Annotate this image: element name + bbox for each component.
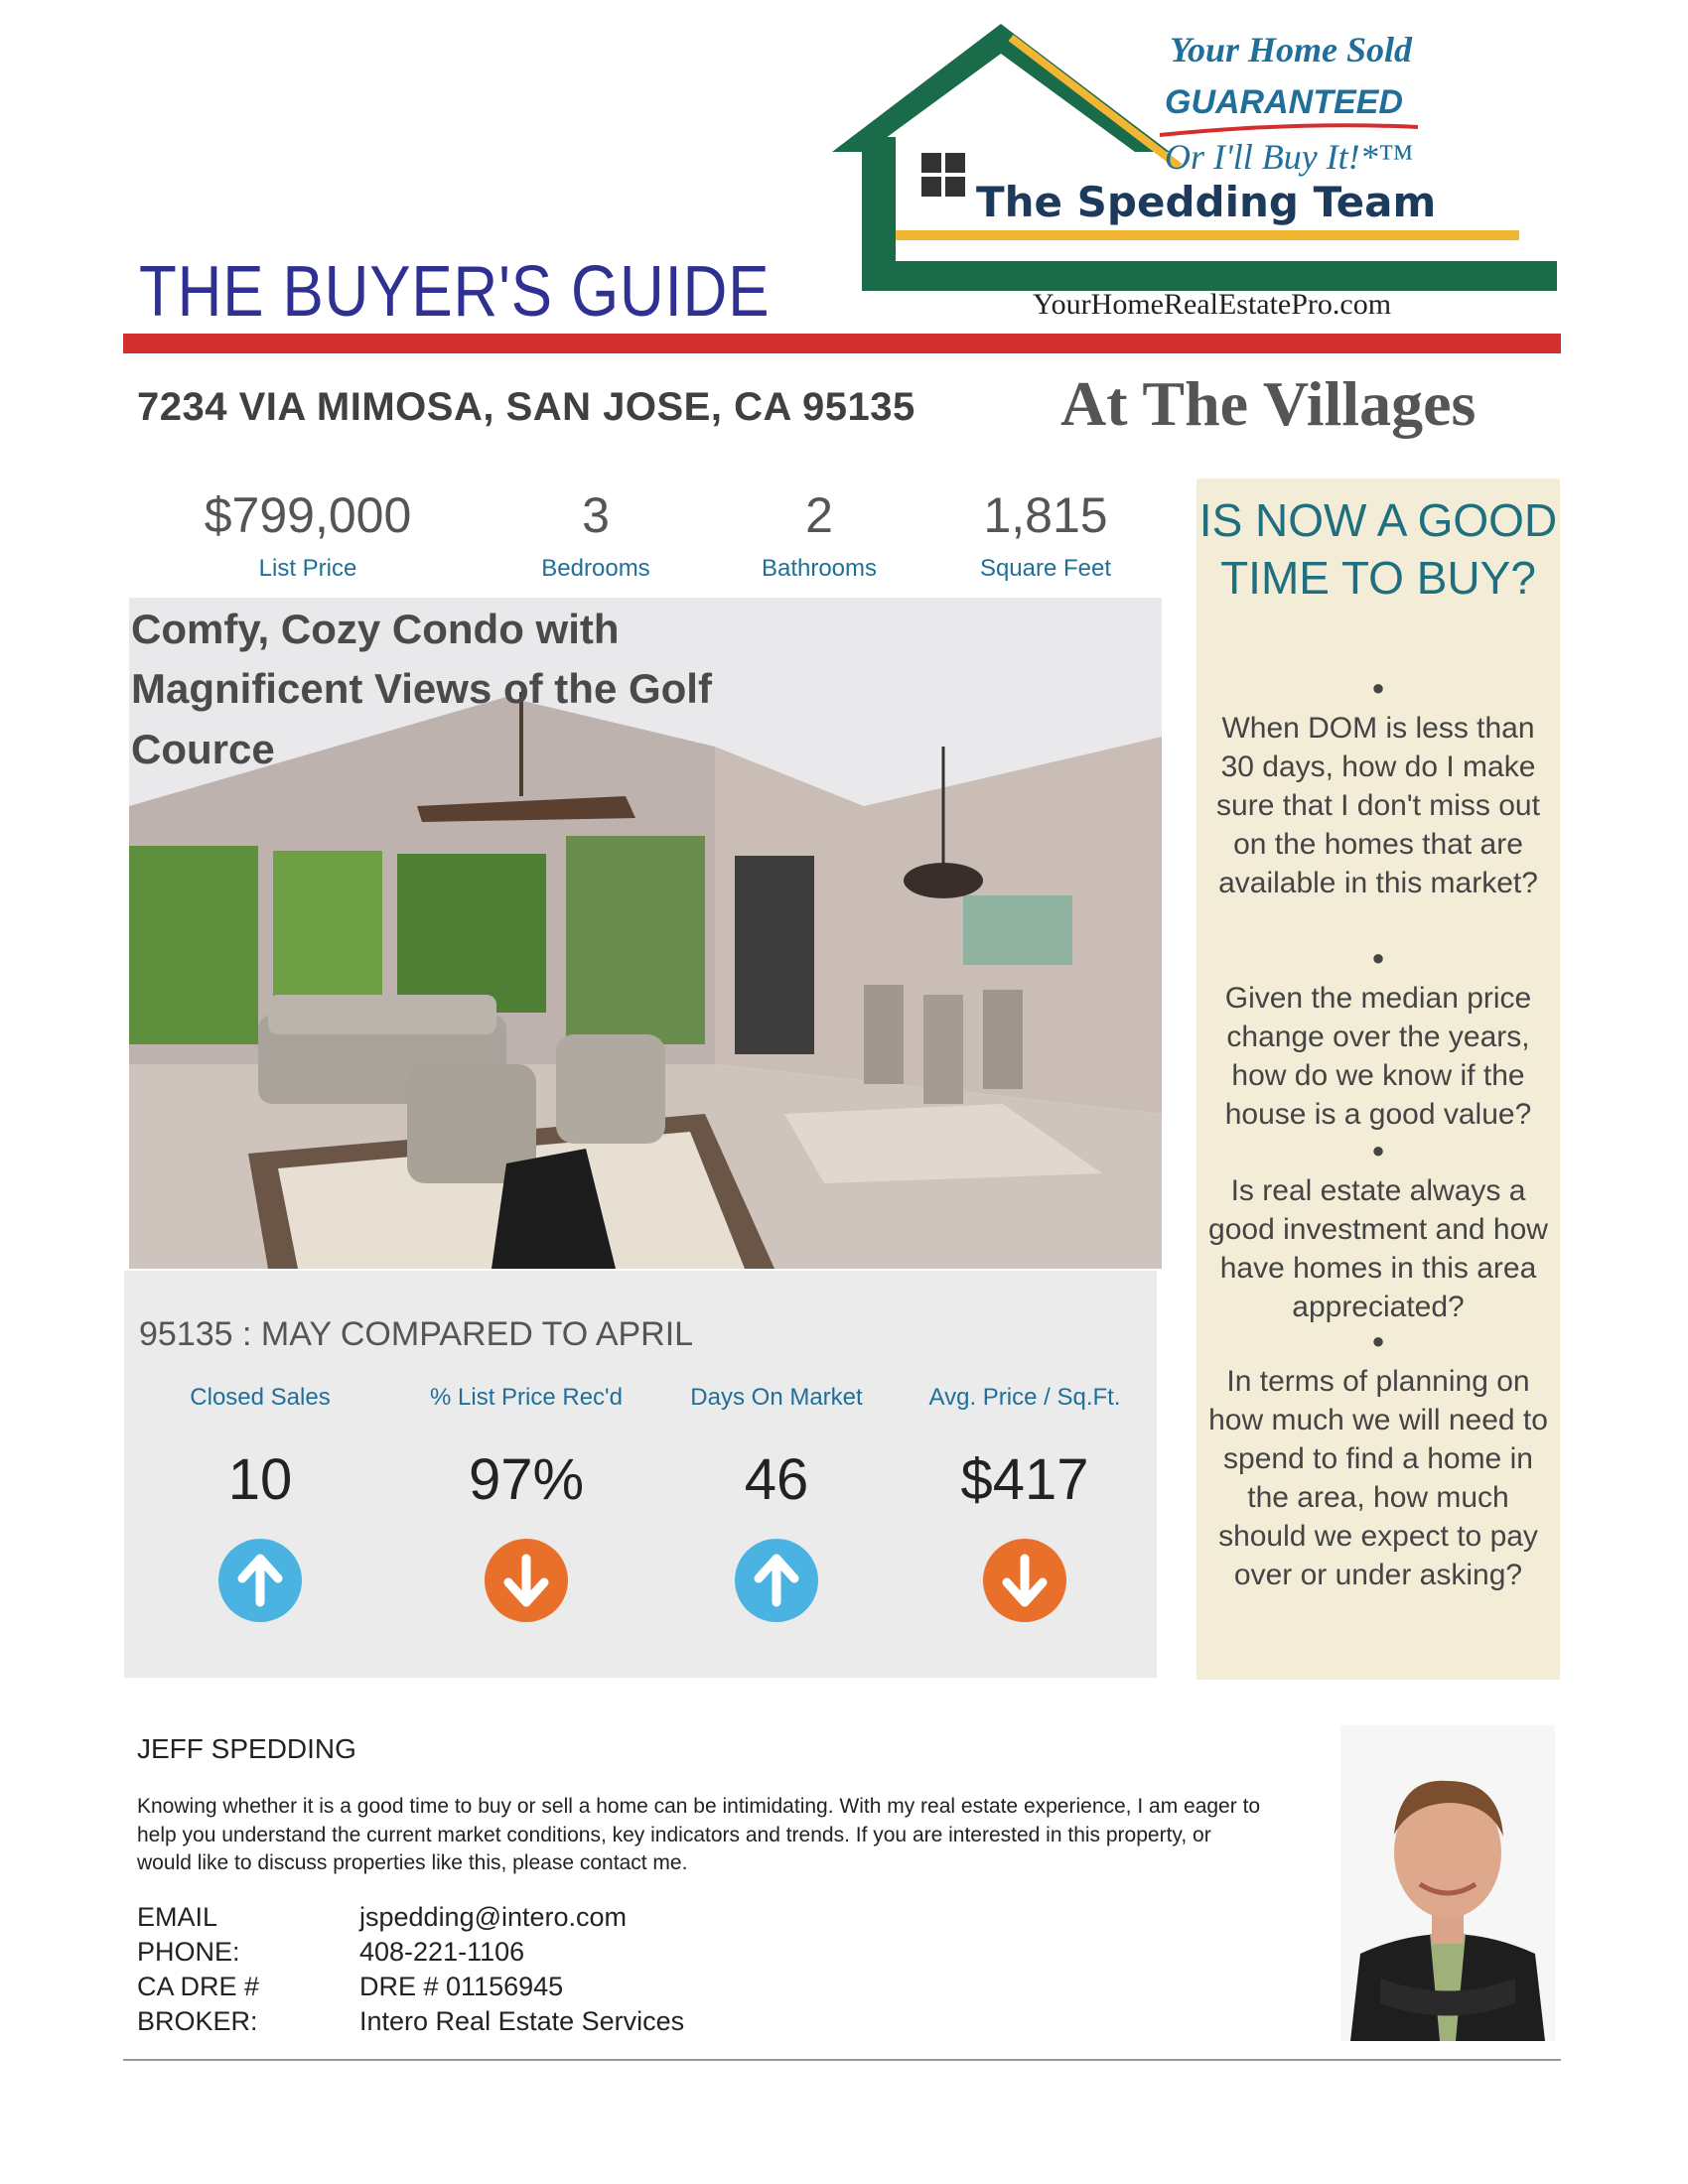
footer-divider bbox=[123, 2059, 1561, 2061]
market-stat-value: 97% bbox=[468, 1447, 585, 1512]
stat-value: 1,815 bbox=[983, 487, 1108, 543]
arrow-up-icon bbox=[218, 1539, 302, 1622]
stat-bedrooms bbox=[487, 488, 705, 583]
stat-bathrooms bbox=[710, 488, 928, 583]
agent-name: JEFF SPEDDING bbox=[137, 1733, 356, 1764]
sidebar-question: In terms of planning on how much we will need to spend to find a home in the area, how much should we expect to pay over or under asking? bbox=[1208, 1365, 1548, 1591]
header-divider bbox=[123, 334, 1561, 353]
contact-label-broker: BROKER: bbox=[137, 2006, 258, 2036]
market-stat-value: 10 bbox=[227, 1447, 293, 1512]
logo-tagline-1: Your Home Sold bbox=[1170, 30, 1413, 69]
contact-label-dre: CA DRE # bbox=[137, 1972, 260, 2001]
agent-portrait bbox=[1340, 1725, 1555, 2041]
bullet-icon: ● bbox=[1371, 675, 1385, 700]
sidebar-question: When DOM is less than 30 days, how do I make sure that I don't miss out on the homes that are available in this market? bbox=[1216, 712, 1540, 899]
stat-value: 2 bbox=[805, 487, 833, 543]
guide-title: THE BUYER'S GUIDE bbox=[139, 252, 771, 332]
stat-value: 3 bbox=[582, 487, 610, 543]
contact-label-phone: PHONE: bbox=[137, 1937, 240, 1967]
market-stat-label: Days On Market bbox=[690, 1384, 863, 1411]
stat-label: List Price bbox=[258, 555, 357, 582]
website[interactable]: YourHomeRealEstatePro.com bbox=[1033, 288, 1392, 321]
contact-label-email: EMAIL bbox=[137, 1902, 218, 1932]
stat-label: Square Feet bbox=[979, 555, 1112, 582]
contact-phone[interactable]: 408-221-1106 bbox=[359, 1937, 525, 1967]
logo-tagline-2: GUARANTEED bbox=[1165, 83, 1403, 121]
sidebar-title: IS NOW A GOOD TIME TO BUY? bbox=[1198, 494, 1558, 604]
bullet-icon: ● bbox=[1371, 1328, 1385, 1353]
property-headline: Comfy, Cozy Condo with Magnificent Views of the Golf Cource bbox=[131, 606, 712, 772]
contact-broker: Intero Real Estate Services bbox=[359, 2006, 685, 2036]
sidebar-question: Is real estate always a good investment and how have homes in this area appreciated? bbox=[1208, 1174, 1548, 1323]
market-stat-avg-price-sqft bbox=[906, 1384, 1144, 1622]
market-stat-label: Closed Sales bbox=[190, 1384, 331, 1411]
community-name: At The Villages bbox=[1060, 368, 1477, 439]
stat-list-price bbox=[199, 488, 417, 583]
stat-label: Bathrooms bbox=[761, 555, 878, 582]
market-stat-days-on-market bbox=[657, 1384, 896, 1622]
market-stat-closed-sales bbox=[141, 1384, 379, 1622]
bullet-icon: ● bbox=[1371, 1138, 1385, 1162]
stat-label: Bedrooms bbox=[541, 555, 650, 582]
agent-bio: Knowing whether it is a good time to buy or sell a home can be intimidating. With my real estate experience, I am eager to help you understand the current market conditions, key indicators and trends. If you are interested in this property, or would like to discuss properties like this, please contact me. bbox=[137, 1795, 1261, 1875]
arrow-down-icon bbox=[983, 1539, 1066, 1622]
bullet-icon: ● bbox=[1371, 945, 1385, 970]
market-stat-value: $417 bbox=[960, 1447, 1089, 1512]
contact-email[interactable]: jspedding@intero.com bbox=[359, 1902, 628, 1932]
logo-tagline-3: Or I'll Buy It!*™ bbox=[1165, 137, 1413, 177]
stat-value: $799,000 bbox=[204, 487, 412, 543]
market-stat-list-price-received bbox=[407, 1384, 645, 1622]
spedding-team-logo bbox=[822, 18, 1557, 298]
contact-dre: DRE # 01156945 bbox=[359, 1972, 564, 2001]
arrow-down-icon bbox=[485, 1539, 568, 1622]
stat-square-feet bbox=[936, 488, 1155, 583]
arrow-up-icon bbox=[735, 1539, 818, 1622]
property-address: 7234 VIA MIMOSA, SAN JOSE, CA 95135 bbox=[137, 385, 915, 429]
market-stat-value: 46 bbox=[744, 1447, 809, 1512]
market-stat-label: % List Price Rec'd bbox=[430, 1384, 623, 1411]
market-title: 95135 : MAY COMPARED TO APRIL bbox=[139, 1315, 694, 1353]
sidebar-question: Given the median price change over the years, how do we know if the house is a good value? bbox=[1224, 982, 1532, 1131]
market-stat-label: Avg. Price / Sq.Ft. bbox=[928, 1384, 1121, 1411]
logo-team-name: The Spedding Team bbox=[976, 178, 1437, 226]
